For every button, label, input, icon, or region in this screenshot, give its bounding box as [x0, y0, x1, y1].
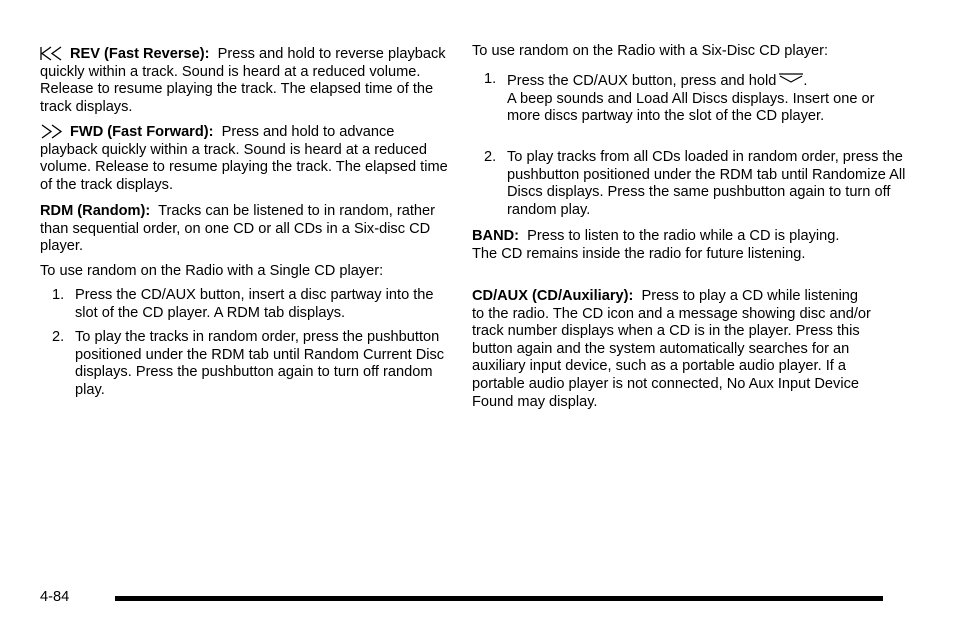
fwd-text: Press and hold to advance playback quickly within a track. Sound is heard at a reduced volume. Release to resume playing the track. The elapsed time of the track displays. — [40, 124, 448, 193]
list-number: 1. — [52, 287, 65, 303]
page-number: 4-84 — [40, 589, 70, 605]
fast-forward-icon — [40, 124, 64, 139]
list-text: Press the CD/AUX button, insert a disc partway into the slot of the CD player. A RDM tab displays. — [75, 287, 434, 321]
band-text: Press to listen to the radio while a CD is playing. The CD remains inside the radio for future listening. — [472, 228, 840, 262]
rev-paragraph — [40, 46, 450, 116]
rev-label: REV (Fast Reverse): — [70, 46, 210, 62]
cdaux-text: Press to play a CD while listening to the radio. The CD icon and a message showing disc and/or track number displays when a CD is in the player. Press this button again and the system automatically searches for an auxiliary input device, such as a portable audio player. If a portable audio player is not connected, No Aux Input Device Found may display. — [472, 288, 871, 410]
fwd-paragraph — [40, 124, 450, 194]
rdm-text: Tracks can be listened to in random, rather than sequential order, on one CD or all CDs in a Six-disc CD player. — [40, 203, 435, 255]
six-disc-intro: To use random on the Radio with a Six-Disc CD player: — [472, 43, 829, 59]
fwd-label: FWD (Fast Forward): — [70, 124, 214, 140]
cdaux-paragraph — [472, 288, 872, 411]
list-text-period: . — [803, 73, 808, 89]
list-text: Press the CD/AUX button, press and hold — [507, 73, 777, 89]
rdm-label: RDM (Random): — [40, 203, 151, 219]
fast-reverse-icon — [40, 46, 64, 61]
list-item — [472, 71, 879, 126]
rev-text: Press and hold to reverse playback quickly within a track. Sound is heard at a reduced volume. Release to resume playing the track. The elapsed time of the track displays. — [40, 46, 446, 115]
list-text: To play tracks from all CDs loaded in random order, press the pushbutton positioned under the RDM tab until Randomize All Discs displays. Press the same pushbutton again to turn off random play. — [507, 149, 906, 218]
rdm-paragraph — [40, 203, 450, 256]
band-label: BAND: — [472, 228, 520, 244]
list-item — [472, 149, 907, 219]
list-text: To play the tracks in random order, press the pushbutton positioned under the RDM tab until Random Current Disc displays. Press the pushbutton again to turn off random play. — [75, 329, 445, 398]
list-text-continued: A beep sounds and Load All Discs displays. Insert one or more discs partway into the slot of the CD player. — [507, 90, 875, 125]
list-item — [40, 329, 450, 399]
band-paragraph — [472, 228, 842, 263]
list-number: 2. — [484, 149, 497, 165]
load-down-arrow-icon — [779, 71, 803, 89]
list-item — [40, 287, 450, 322]
list-number: 1. — [484, 71, 497, 87]
cdaux-label: CD/AUX (CD/Auxiliary): — [472, 288, 634, 304]
single-cd-intro: To use random on the Radio with a Single CD player: — [40, 263, 384, 279]
footer-rule — [115, 596, 883, 601]
list-number: 2. — [52, 329, 65, 345]
